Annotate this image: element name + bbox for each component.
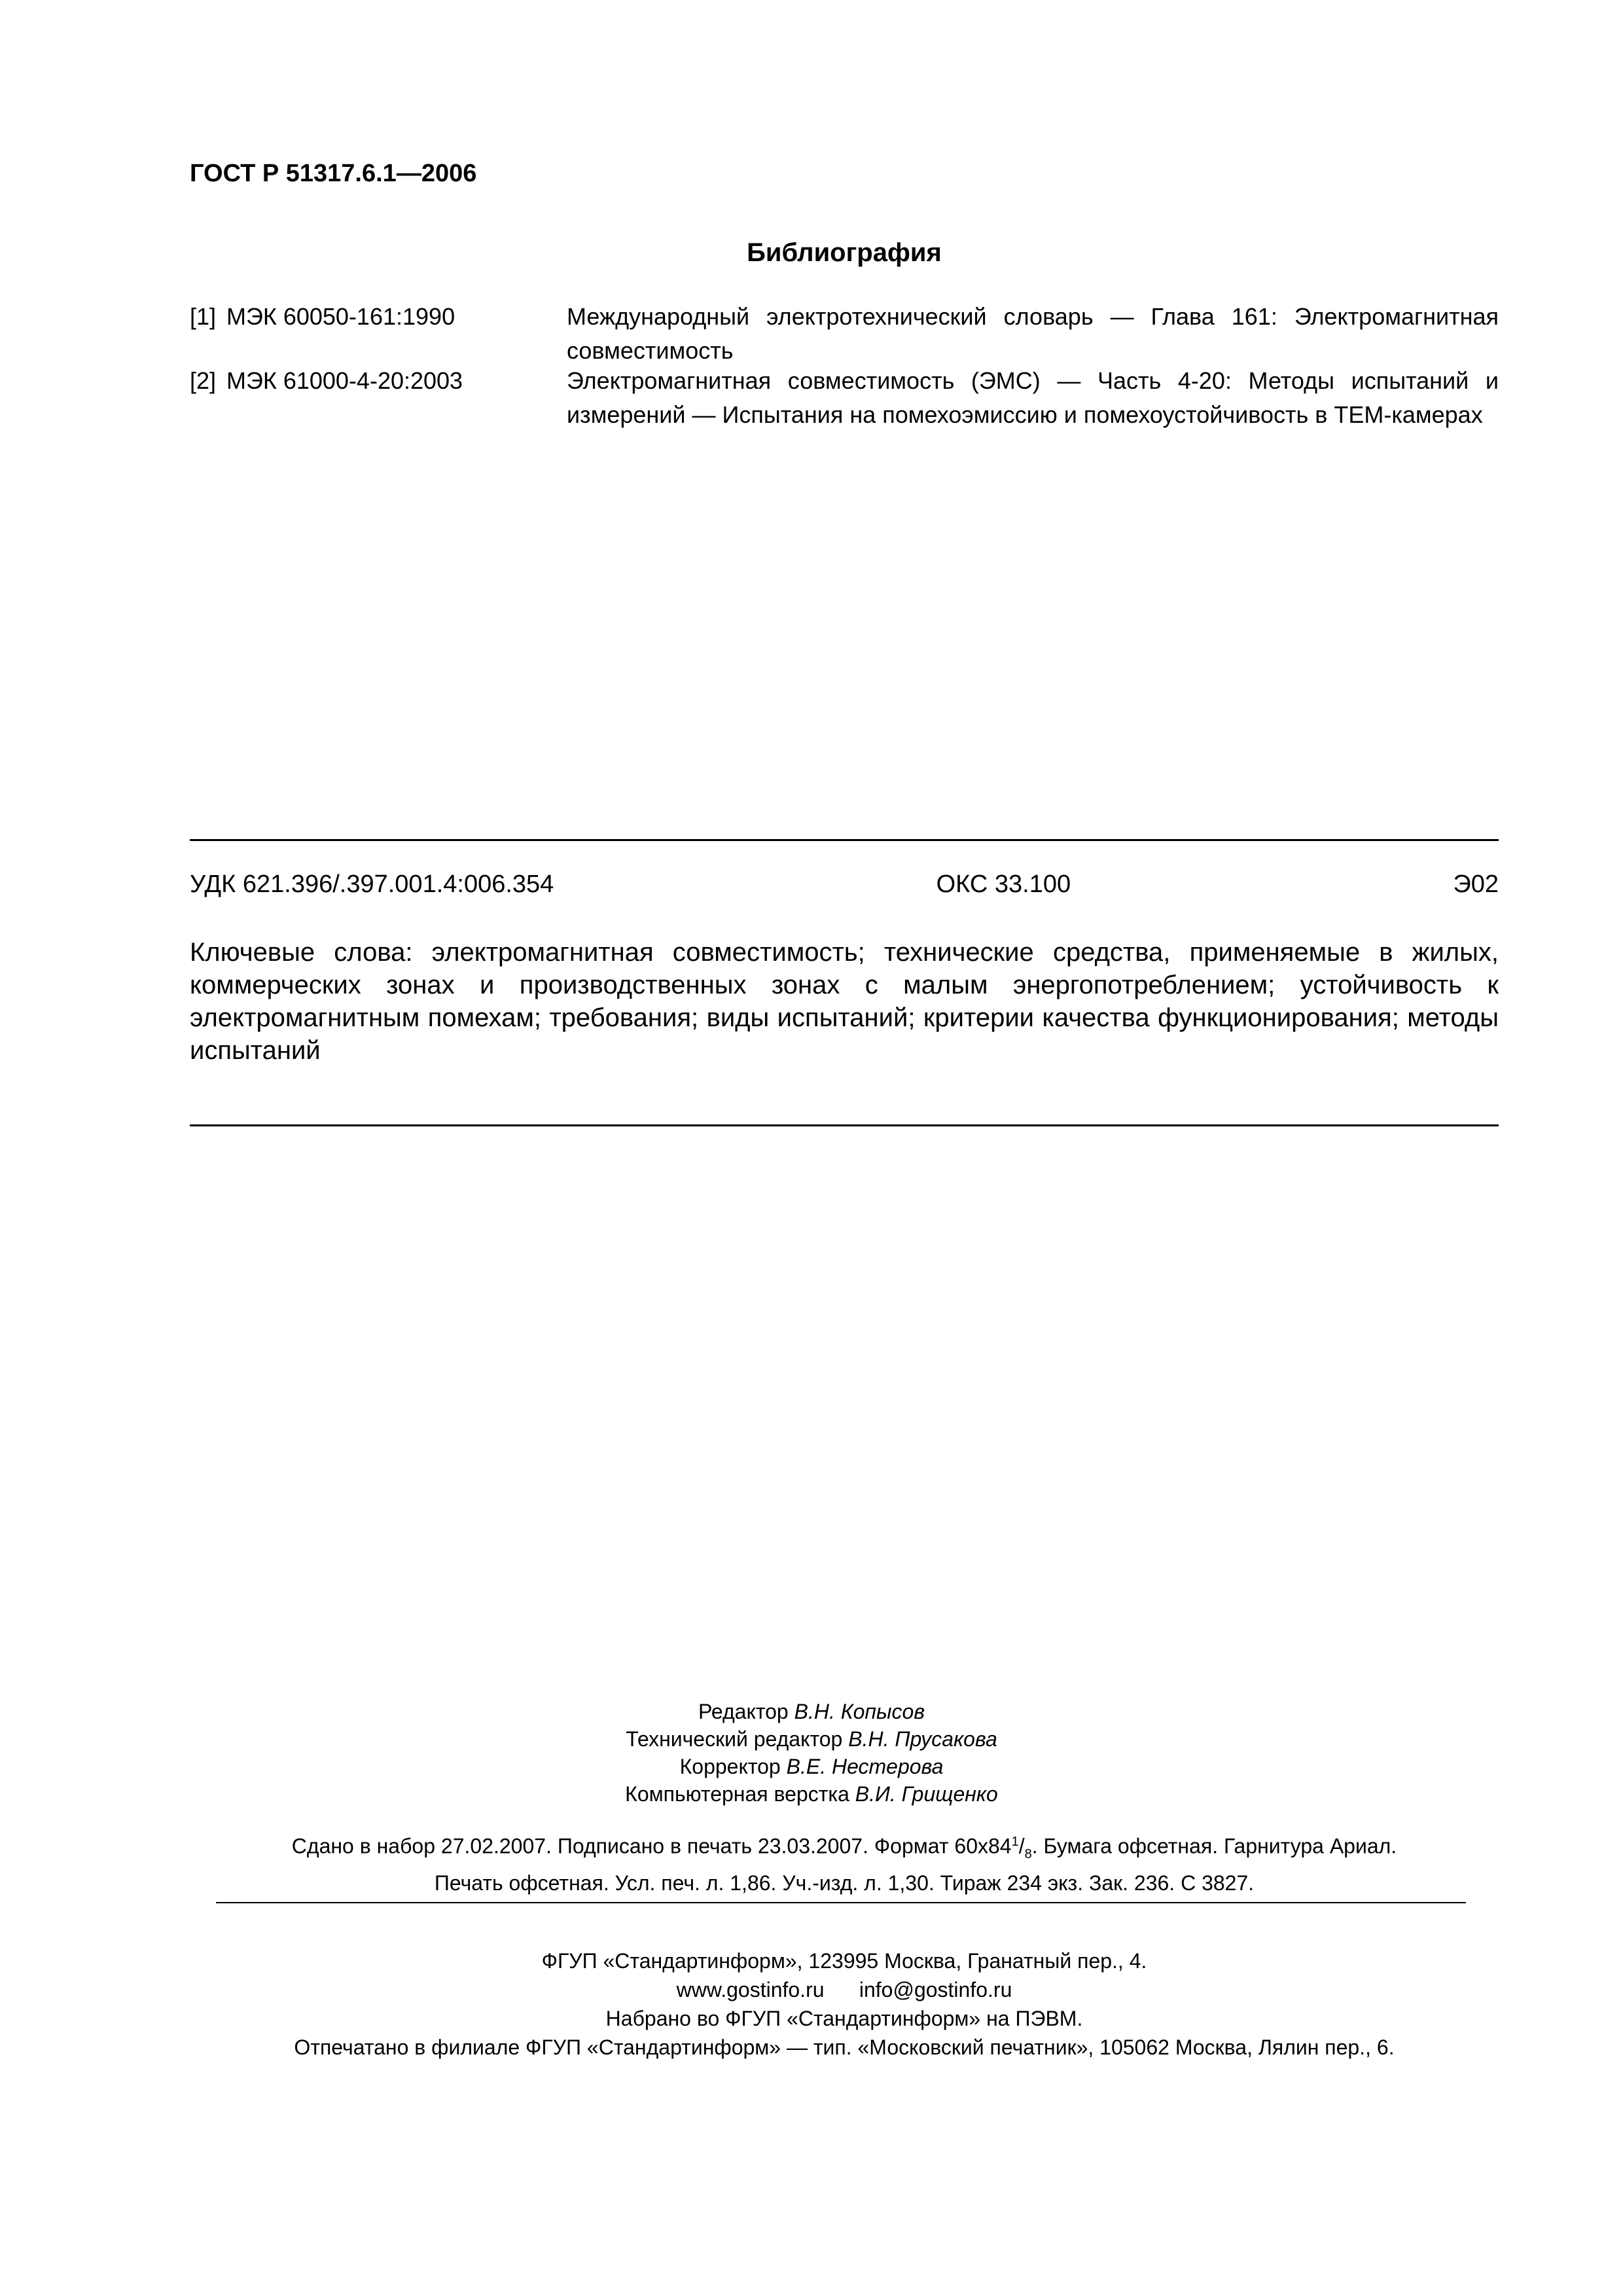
bibliography-title: Библиография: [747, 238, 942, 267]
entry-number: [1]: [190, 303, 217, 330]
divider: [216, 1902, 1466, 1903]
divider: [190, 839, 1499, 841]
email-link[interactable]: info@gostinfo.ru: [859, 1978, 1012, 2001]
publication-line-2: Печать офсетная. Усл. печ. л. 1,86. Уч.-изд. л. 1,30. Тираж 234 экз. Зак. 236. С 3827.: [434, 1871, 1255, 1895]
keywords: Ключевые слова: электромагнитная совместимость; технические средства, применяемые в жилых, коммерческих зонах и производственных зонах с малым энергопотреблением; устойчивость к электромагнитным помехам; требования; виды испытаний; критерии качества функционирования; методы испытаний: [190, 938, 1499, 1065]
website-link[interactable]: www.gostinfo.ru: [676, 1978, 825, 2001]
entry-text: Международный электротехнический словарь — Глава 161: Электромагнитная совместимость: [567, 303, 1499, 364]
category-code: Э02: [1453, 870, 1499, 898]
oks-code: ОКС 33.100: [936, 870, 1071, 898]
credit-proofreader: Корректор В.Е. Нестерова: [679, 1755, 944, 1778]
printed-note: Отпечатано в филиале ФГУП «Стандартинформ» — тип. «Московский печатник», 105062 Москва, Лялин пер., 6.: [294, 2036, 1395, 2059]
printer-contacts: [0, 1975, 1623, 2004]
credit-technical-editor: Технический редактор В.Н. Прусакова: [626, 1727, 997, 1751]
printer-address: ФГУП «Стандартинформ», 123995 Москва, Гранатный пер., 4.: [541, 1949, 1147, 1973]
bibliography-entry: [190, 300, 1499, 368]
bibliography-entry: [190, 364, 1499, 432]
credit-layout: Компьютерная верстка В.И. Грищенко: [625, 1782, 998, 1806]
entry-code: МЭК 61000-4-20:2003: [226, 367, 463, 394]
divider: [190, 1124, 1499, 1126]
entry-text: Электромагнитная совместимость (ЭМС) — Часть 4-20: Методы испытаний и измерений — Испытания на помехоэмиссию и помехоустойчивость в ТЕМ-камерах: [567, 367, 1499, 428]
publication-info: [0, 1827, 1623, 1897]
entry-number: [2]: [190, 367, 217, 394]
entry-code: МЭК 60050-161:1990: [226, 303, 455, 330]
publication-line-1: Сдано в набор 27.02.2007. Подписано в печать 23.03.2007. Формат $60x84^1/_8$. Бумага офсетная. Гарнитура Ариал.: [291, 1834, 1397, 1862]
printer-info: [0, 1946, 1623, 2062]
document-id: ГОСТ Р 51317.6.1—2006: [190, 160, 477, 187]
typeset-note: Набрано во ФГУП «Стандартинформ» на ПЭВМ.: [605, 2007, 1083, 2030]
credit-editor: Редактор В.Н. Копысов: [698, 1700, 925, 1723]
classification-row: [190, 870, 1499, 899]
udk-code: УДК 621.396/.397.001.4:006.354: [190, 870, 554, 898]
credits-block: [0, 1698, 1623, 1808]
